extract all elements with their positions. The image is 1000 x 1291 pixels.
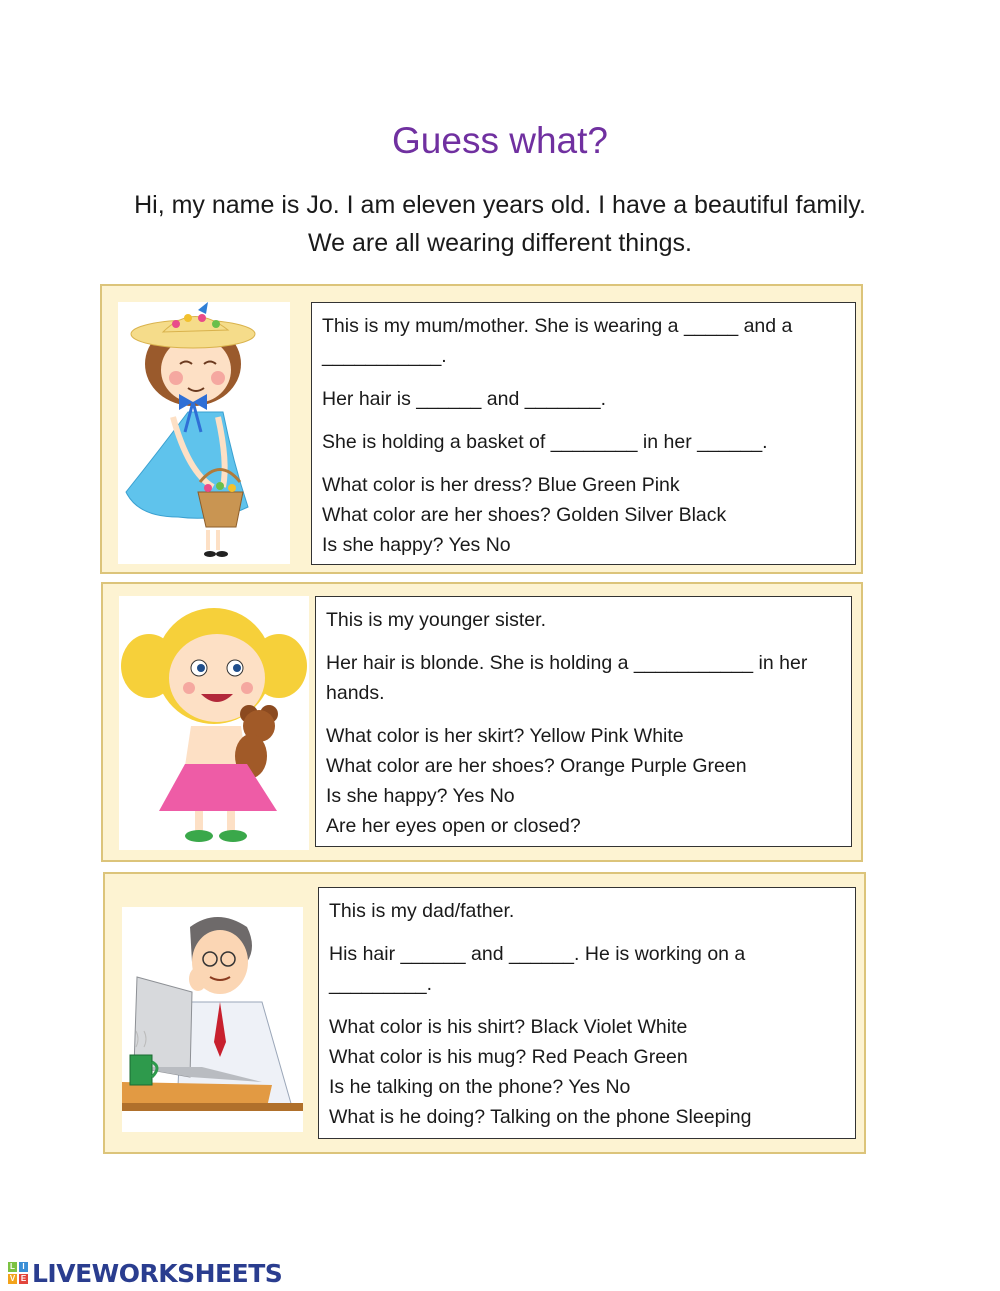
text-line: Is she happy? Yes No bbox=[326, 785, 515, 807]
text-line: She is holding a basket of ________ in her ______. bbox=[322, 431, 768, 453]
logo-letter: V bbox=[9, 1274, 16, 1283]
text-line: This is my dad/father. bbox=[329, 900, 515, 922]
text-line: This is my younger sister. bbox=[326, 609, 546, 631]
text-line: Is she happy? Yes No bbox=[322, 534, 511, 556]
intro-paragraph: Hi, my name is Jo. I am eleven years old. I have a beautiful family. We are all wearing different things. bbox=[134, 191, 866, 257]
card-dad bbox=[103, 872, 866, 1154]
text-line: What color are her shoes? Golden Silver Black bbox=[322, 504, 727, 526]
logo-text: LIVEWORKSHEETS bbox=[32, 1258, 283, 1288]
dad-textbox bbox=[318, 887, 856, 1139]
card-sister bbox=[101, 582, 863, 862]
text-line: Her hair is ______ and _______. bbox=[322, 388, 607, 410]
text-line: What color is her dress? Blue Green Pink bbox=[322, 474, 680, 496]
text-line: Are her eyes open or closed? bbox=[326, 815, 581, 837]
logo-letter: I bbox=[19, 1262, 28, 1272]
logo-letter: E bbox=[20, 1274, 27, 1283]
text-line: Is he talking on the phone? Yes No bbox=[329, 1076, 631, 1098]
liveworksheets-logo[interactable] bbox=[8, 1258, 282, 1288]
logo-mark-icon bbox=[8, 1262, 28, 1284]
text-line: What color are her shoes? Orange Purple Green bbox=[326, 755, 747, 777]
sister-illustration bbox=[119, 596, 309, 850]
logo-letter: L bbox=[8, 1262, 17, 1272]
text-line: What color is his mug? Red Peach Green bbox=[329, 1046, 688, 1068]
text-line: Her hair is blonde. She is holding a ___________ in her hands. bbox=[326, 652, 808, 704]
dad-illustration bbox=[122, 907, 303, 1132]
text-line: What is he doing? Talking on the phone Sleeping bbox=[329, 1106, 752, 1128]
mum-textbox bbox=[311, 302, 856, 565]
text-line: What color is her skirt? Yellow Pink White bbox=[326, 725, 684, 747]
text-line: His hair ______ and ______. He is working on a _________. bbox=[329, 943, 746, 995]
sister-textbox bbox=[315, 596, 852, 847]
mum-illustration bbox=[118, 302, 290, 564]
text-line: This is my mum/mother. She is wearing a _____ and a ___________. bbox=[322, 315, 793, 367]
page-title: Guess what? bbox=[392, 120, 608, 161]
card-mum bbox=[100, 284, 863, 574]
text-line: What color is his shirt? Black Violet White bbox=[329, 1016, 688, 1038]
